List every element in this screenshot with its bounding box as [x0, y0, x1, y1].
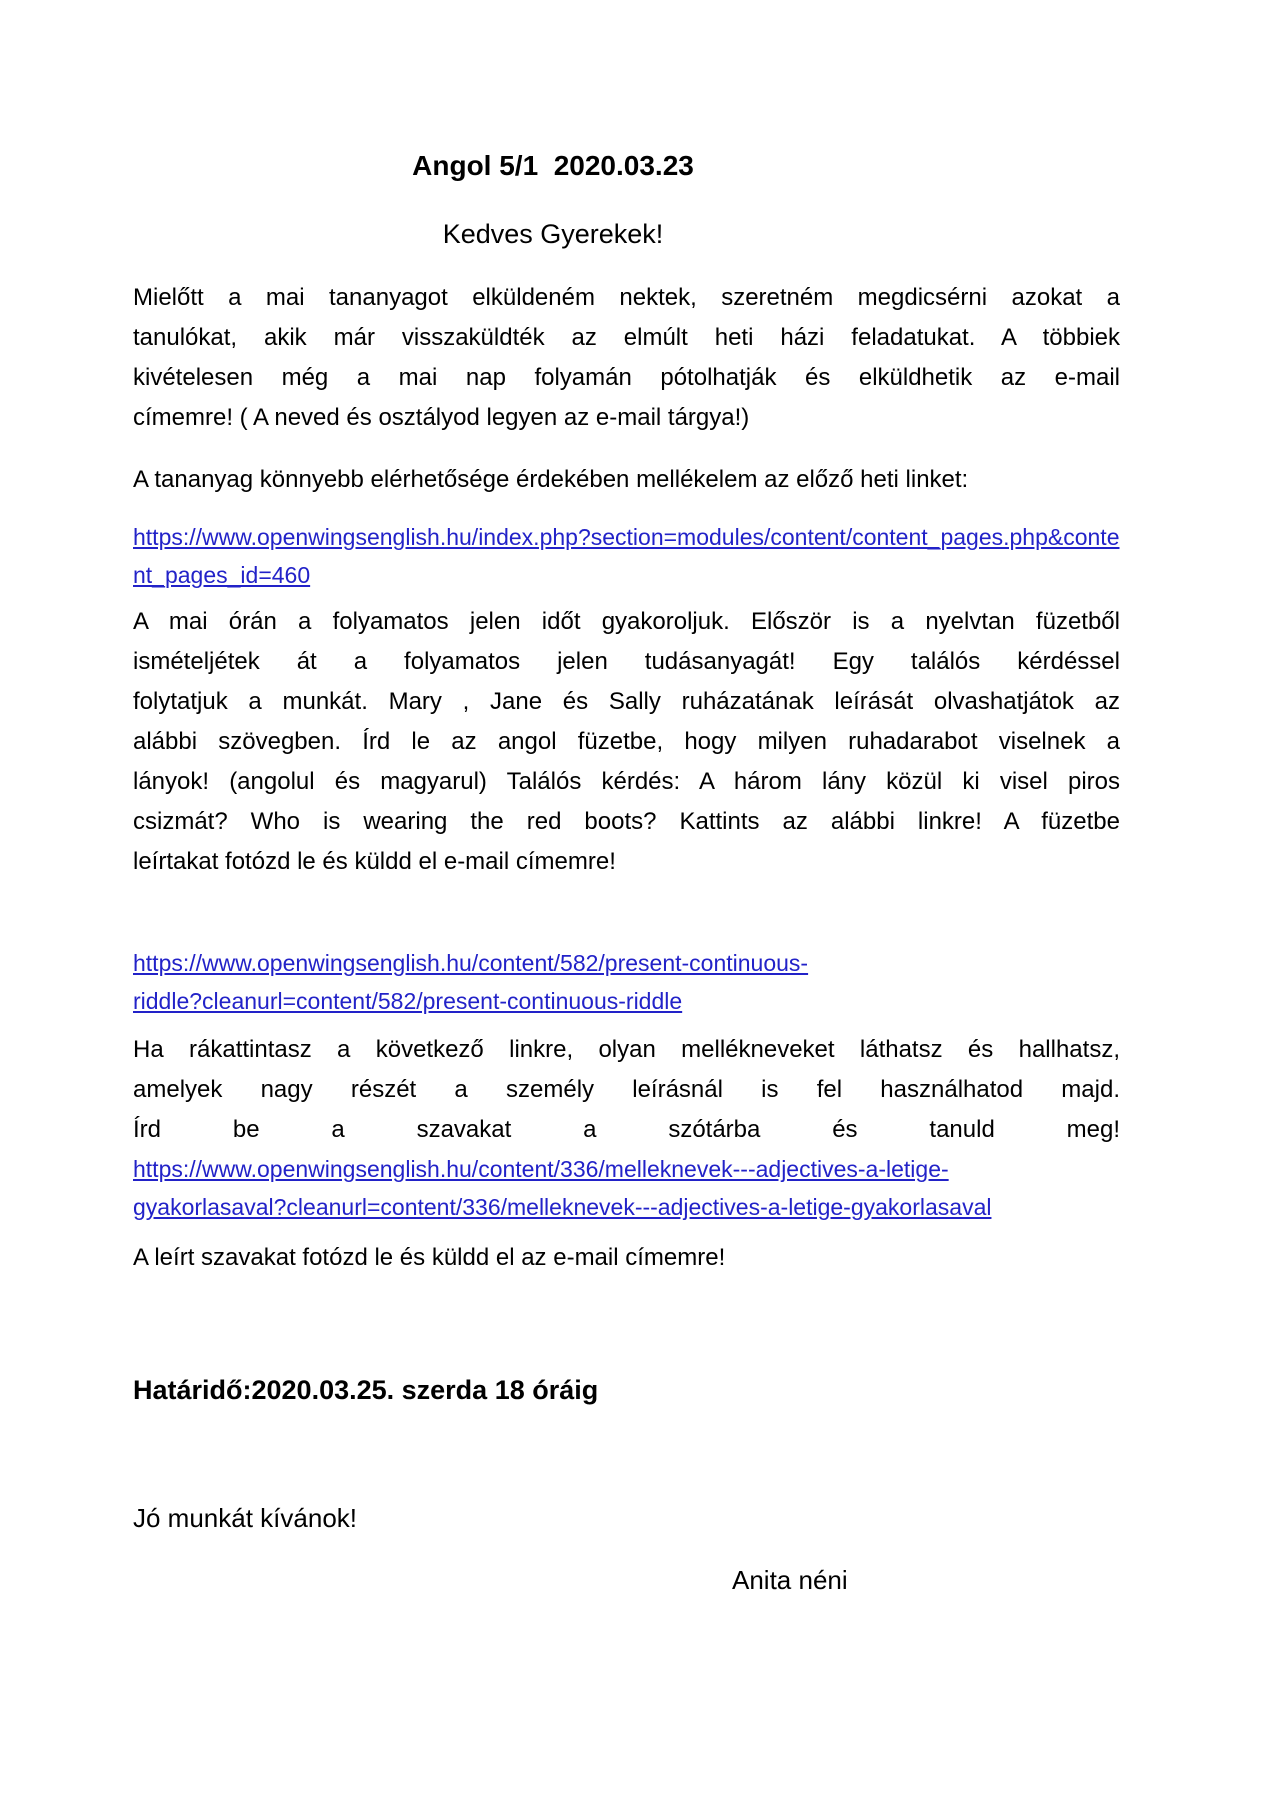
photo-note-paragraph	[133, 1238, 1120, 1278]
intro-paragraph	[133, 278, 1120, 438]
lesson-paragraph	[133, 602, 1120, 882]
heading-block	[133, 146, 973, 254]
text-line: lányok! (angolul és magyarul) Találós kérdés: A három lány közül ki visel piros	[133, 768, 1120, 795]
text-line: Mielőtt a mai tananyagot elküldeném nektek, szeretném megdicsérni azokat a	[133, 284, 1120, 311]
text-line: kivételesen még a mai nap folyamán pótolhatják és elküldhetik az e-mail	[133, 364, 1120, 391]
text-line: Írd be a szavakat a szótárba és tanuld meg!	[133, 1116, 1120, 1143]
link-previous-week-line-2[interactable]: nt_pages_id=460	[133, 562, 311, 588]
link-riddle-line-2[interactable]: riddle?cleanurl=content/582/present-continuous-riddle	[133, 988, 683, 1014]
text-line: amelyek nagy részét a személy leírásnál is fel használhatod majd.	[133, 1076, 1120, 1103]
text-line: Ha rákattintasz a következő linkre, olyan mellékneveket láthatsz és hallhatsz,	[133, 1036, 1120, 1063]
document-content	[133, 146, 1120, 1600]
link-previous-week-line-1[interactable]: https://www.openwingsenglish.hu/index.php?section=modules/content/content_pages.php&conte	[133, 524, 1120, 550]
document-title: Angol 5/1 2020.03.23	[412, 150, 694, 181]
text-line: A mai órán a folyamatos jelen időt gyakoroljuk. Először is a nyelvtan füzetből	[133, 608, 1120, 635]
text-line: folytatjuk a munkát. Mary , Jane és Sally ruházatának leírását olvashatjátok az	[133, 688, 1120, 715]
link-previous-week	[133, 518, 1120, 594]
closing-paragraph	[133, 1498, 1120, 1538]
text-line: tanulókat, akik már visszaküldték az elmúlt heti házi feladatukat. A többiek	[133, 324, 1120, 351]
link-riddle	[133, 944, 1120, 1020]
deadline-text: Határidő:2020.03.25. szerda 18 óráig	[133, 1375, 599, 1405]
link-adjectives-line-1[interactable]: https://www.openwingsenglish.hu/content/336/melleknevek---adjectives-a-letige-	[133, 1156, 949, 1182]
link-riddle-line-1[interactable]: https://www.openwingsenglish.hu/content/582/present-continuous-	[133, 950, 809, 976]
text-line: ismételjétek át a folyamatos jelen tudásanyagát! Egy találós kérdéssel	[133, 648, 1120, 675]
text-line: A tananyag könnyebb elérhetősége érdekében mellékelem az előző heti linket:	[133, 466, 969, 493]
text-line: csizmát? Who is wearing the red boots? Kattints az alábbi linkre! A füzetbe	[133, 808, 1120, 835]
text-line: címemre! ( A neved és osztályod legyen az e-mail tárgya!)	[133, 404, 750, 431]
greeting-line: Kedves Gyerekek!	[442, 219, 664, 249]
signature-paragraph	[133, 1560, 1120, 1600]
text-line: alábbi szövegben. Írd le az angol füzetbe, hogy milyen ruhadarabot viselnek a	[133, 728, 1120, 755]
link-adjectives-line-2[interactable]: gyakorlasaval?cleanurl=content/336/melleknevek---adjectives-a-letige-gyakorlasaval	[133, 1194, 992, 1220]
text-line: leírtakat fotózd le és küldd el e-mail címemre!	[133, 848, 616, 875]
link-adjectives	[133, 1150, 1120, 1226]
link-note-paragraph	[133, 460, 1120, 500]
adjectives-paragraph	[133, 1030, 1120, 1150]
text-line: A leírt szavakat fotózd le és küldd el az e-mail címemre!	[133, 1244, 726, 1271]
closing-text: Jó munkát kívánok!	[133, 1503, 357, 1533]
signature-text: Anita néni	[732, 1565, 848, 1595]
deadline-paragraph	[133, 1370, 1120, 1410]
